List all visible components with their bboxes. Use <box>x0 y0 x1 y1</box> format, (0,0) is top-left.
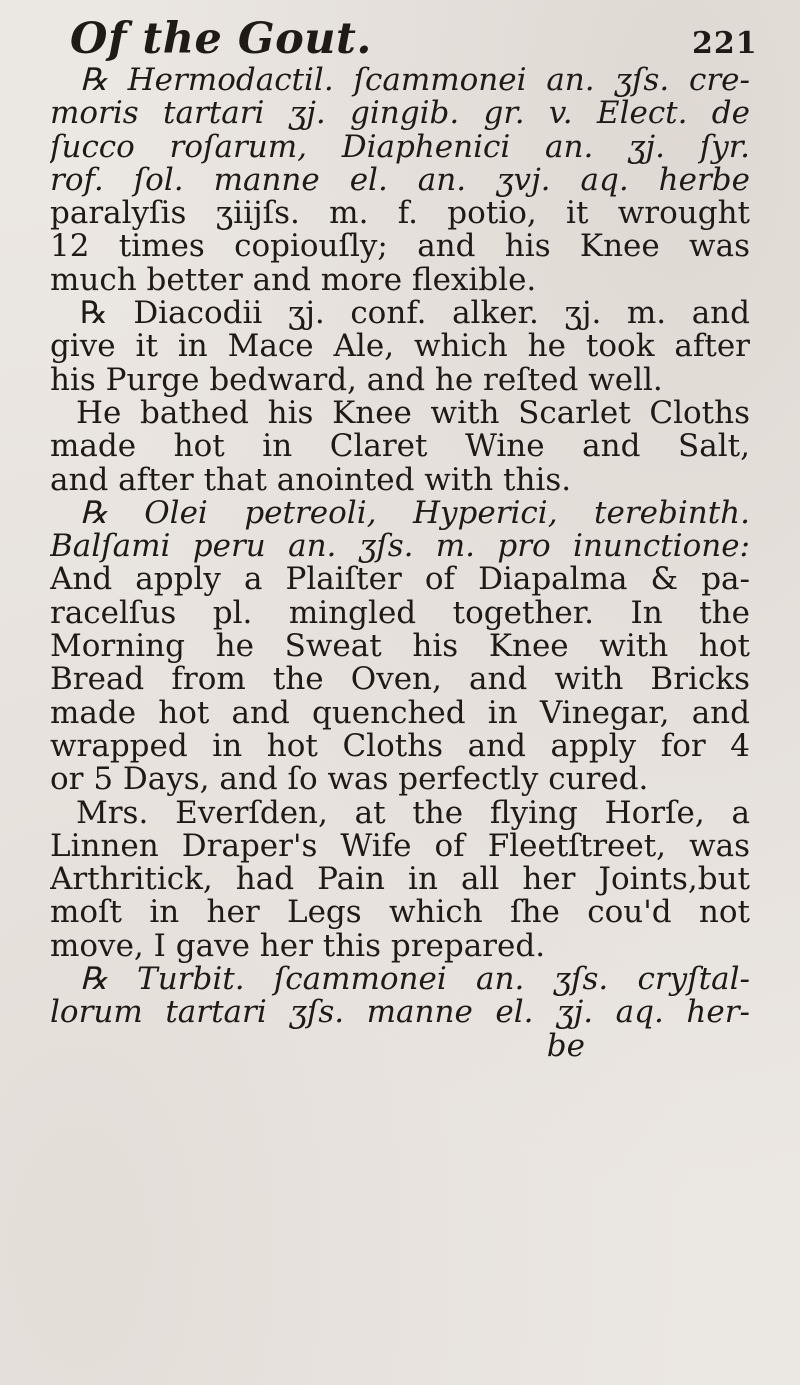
text-line: lorum tartari ʒſs. manne el. ʒj. aq. her- <box>50 996 750 1030</box>
text-line: and after that anointed with this. <box>50 463 572 497</box>
text-line: Linnen Draper's Wife of Fleetſtreet, was <box>50 829 750 864</box>
body-text <box>50 64 750 1063</box>
text-line: Bread from the Oven, and with Bricks <box>50 663 750 697</box>
text-line: moris tartari ʒj. gingib. gr. v. Elect. de <box>50 97 750 131</box>
text-line: ℞ Diacodii ʒj. conf. alker. ʒj. m. and <box>80 297 750 331</box>
text-line: much better and more flexible. <box>50 263 537 298</box>
text-line: And apply a Plaiſter of Diapalma & pa- <box>50 563 750 597</box>
text-line: or 5 Days, and ſo was perfectly cured. <box>50 763 649 797</box>
text-line: Morning he Sweat his Knee with hot <box>50 630 750 664</box>
text-line: be <box>546 1029 585 1063</box>
text-line: paralyſis ʒiijſs. m. f. potio, it wrought <box>50 197 750 231</box>
text-line: made hot and quenched in Vinegar, and <box>50 696 750 730</box>
text-line: rof. ſol. manne el. an. ʒvj. aq. herbe <box>50 163 750 198</box>
text-line: give it in Mace Ale, which he took after <box>50 330 750 364</box>
text-line: Mrs. Everſden, at the flying Horſe, a <box>76 796 750 830</box>
text-line: 12 times copiouſly; and his Knee was <box>50 230 750 264</box>
text-line: ℞ Hermodactil. ſcammonei an. ʒſs. cre- <box>80 64 750 98</box>
text-line: wrapped in hot Cloths and apply for 4 <box>50 729 750 764</box>
text-line: Arthritick, had Pain in all her Joints,but <box>50 863 750 897</box>
text-line: made hot in Claret Wine and Salt, <box>50 430 750 464</box>
page-header <box>0 6 800 66</box>
running-head: Of the Gout. <box>70 14 372 64</box>
text-line: He bathed his Knee with Scarlet Cloths <box>76 396 750 431</box>
text-line: racelſus pl. mingled together. In the <box>50 596 750 631</box>
text-line: his Purge bedward, and he reſted well. <box>50 363 663 397</box>
page-number: 221 <box>692 26 758 61</box>
text-line: moſt in her Legs which ſhe cou'd not <box>50 896 750 930</box>
text-line: Balſami peru an. ʒſs. m. pro inunctione: <box>50 530 750 564</box>
text-line: ſucco roſarum, Diaphenici an. ʒj. ſyr. <box>50 130 750 164</box>
text-line: move, I gave her this prepared. <box>50 929 546 964</box>
text-line: ℞ Olei petreoli, Hyperici, terebinth. <box>80 496 750 531</box>
text-line: ℞ Turbit. ſcammonei an. ʒſs. cryſtal- <box>80 963 750 997</box>
